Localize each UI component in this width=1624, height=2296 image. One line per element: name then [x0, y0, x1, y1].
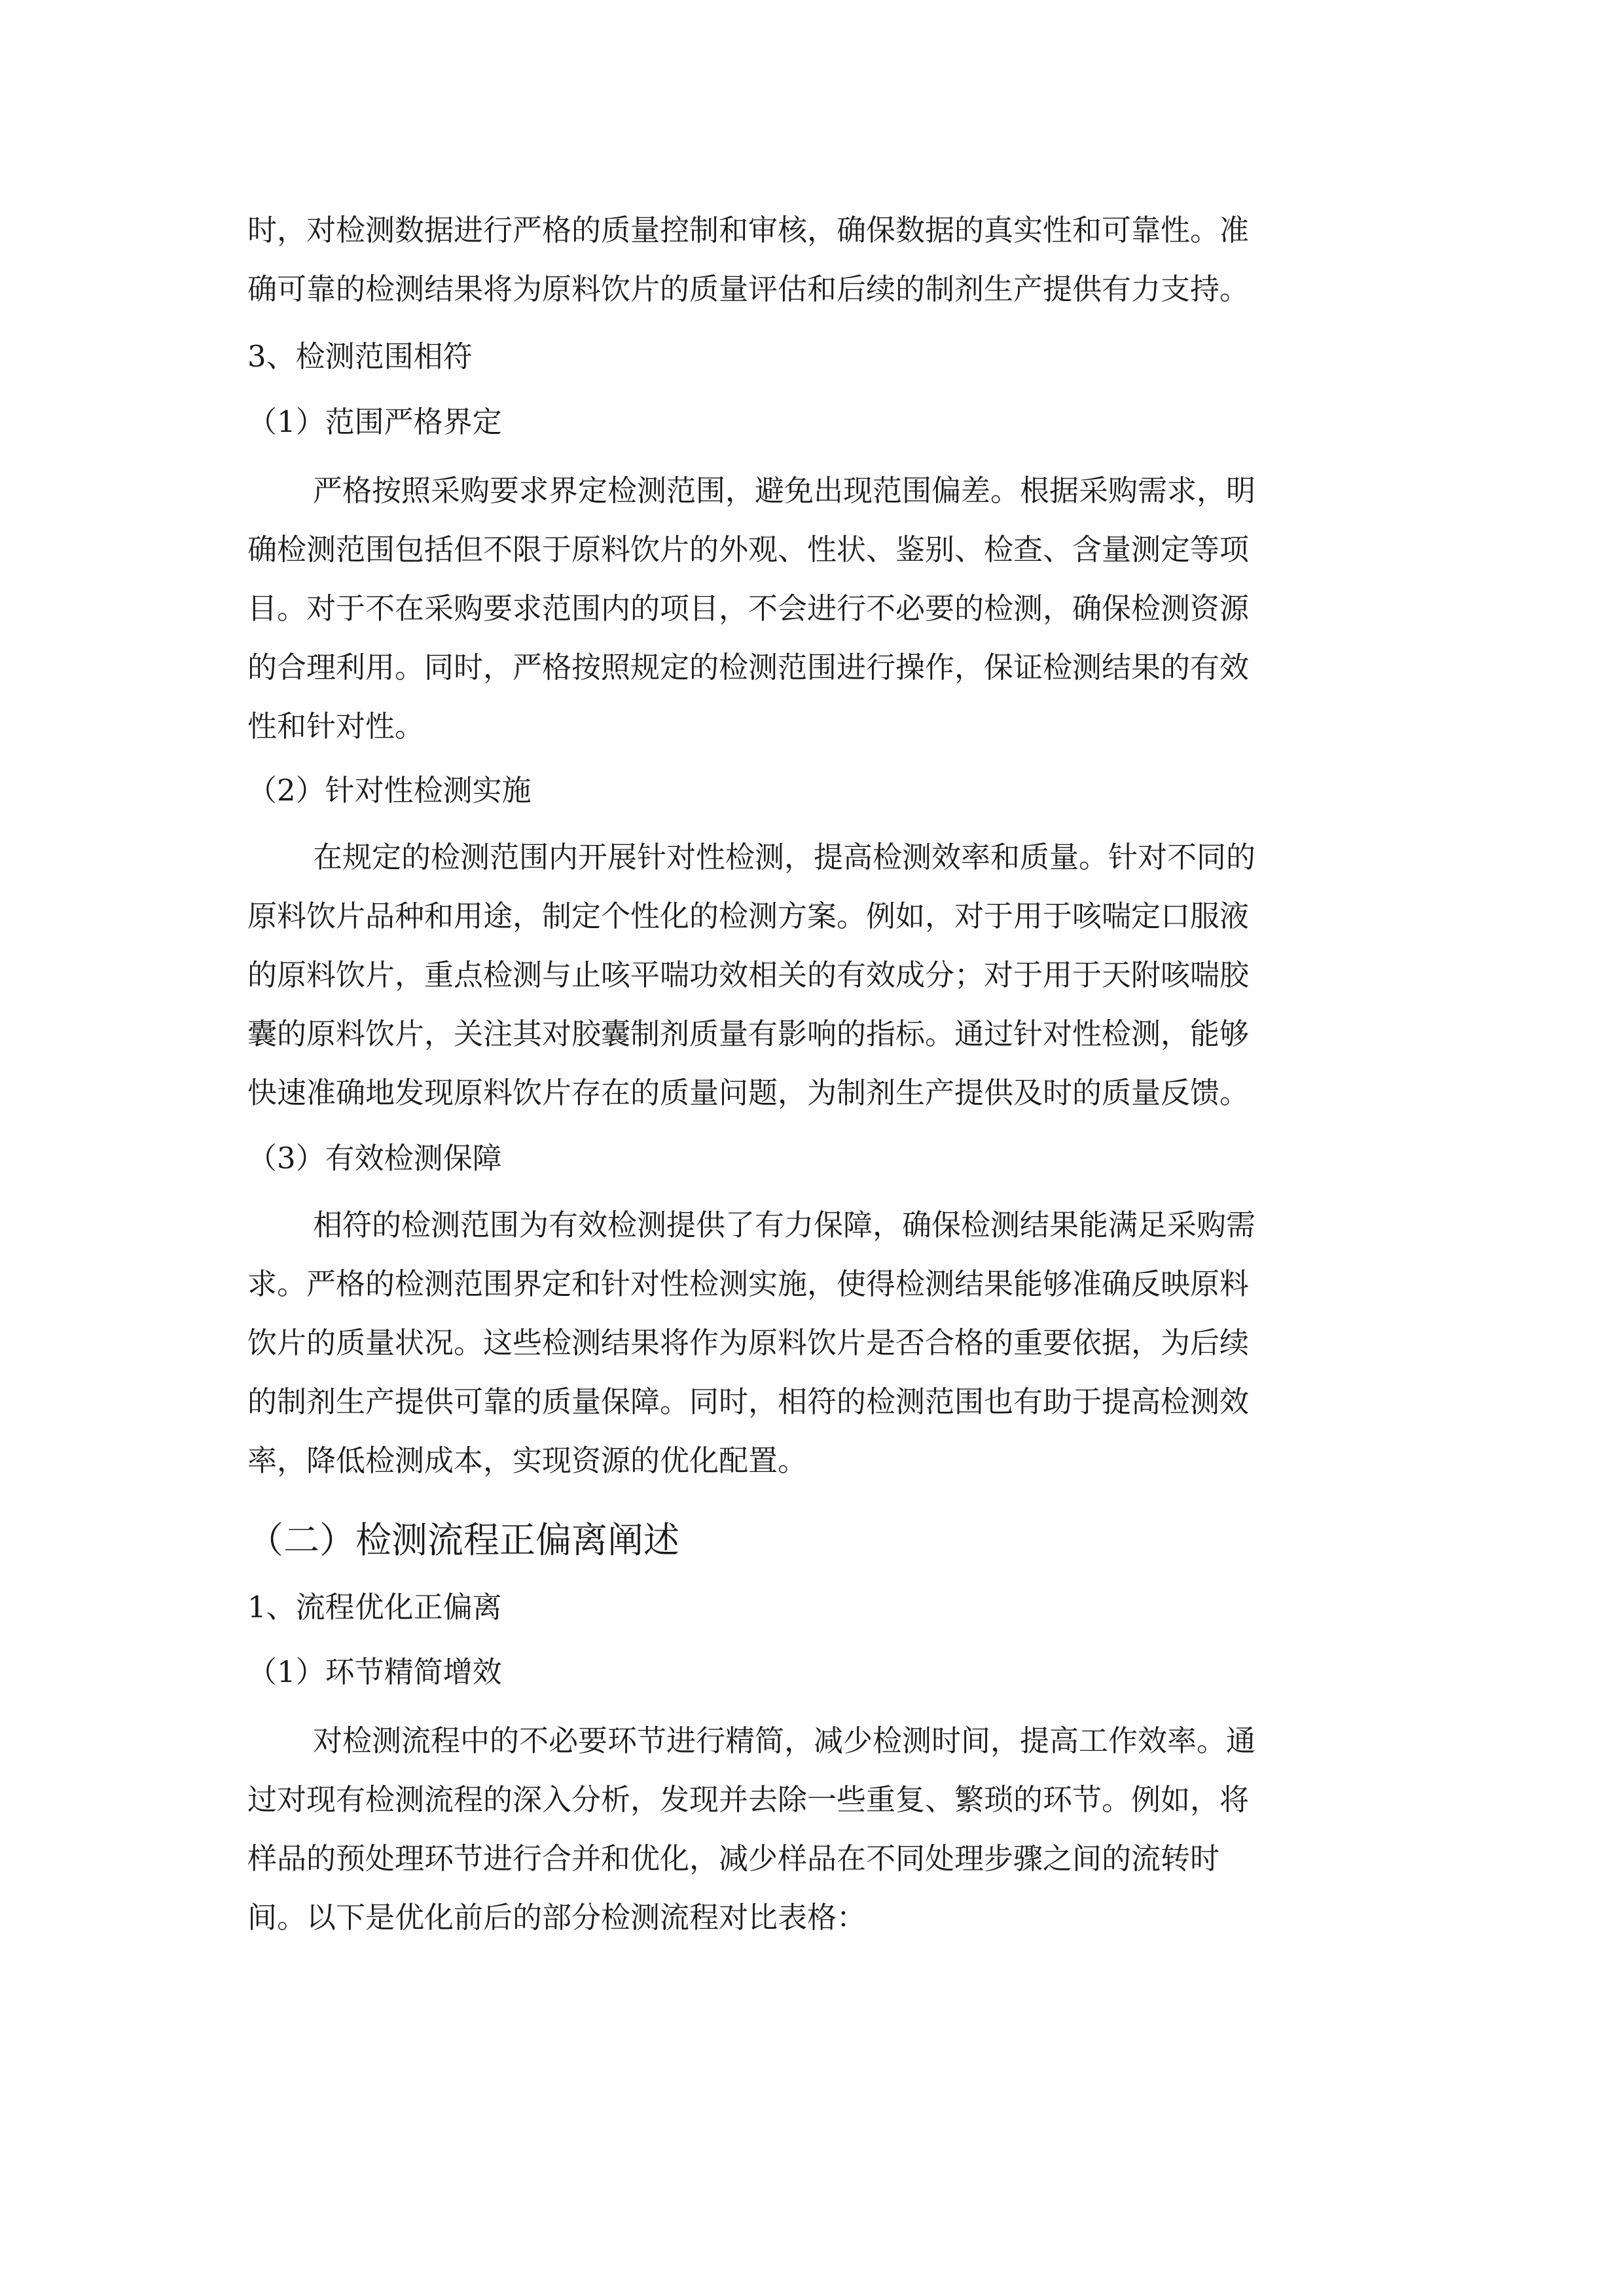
paragraph-line: 原料饮片品种和用途，制定个性化的检测方案。例如，对于用于咳喘定口服液 — [247, 899, 1250, 933]
paragraph-line: 求。严格的检测范围界定和针对性检测实施，使得检测结果能够准确反映原料 — [247, 1266, 1250, 1301]
section-heading: 1、流程优化正偏离 — [247, 1590, 502, 1624]
paragraph-line: 快速准确地发现原料饮片存在的质量问题，为制剂生产提供及时的质量反馈。 — [247, 1075, 1250, 1110]
paragraph-line: 间。以下是优化前后的部分检测流程对比表格： — [247, 1900, 867, 1935]
paragraph-line: 性和针对性。 — [247, 709, 425, 744]
chapter-heading: （二）检测流程正偏离阐述 — [247, 1519, 680, 1561]
paragraph-line: 相符的检测范围为有效检测提供了有力保障，确保检测结果能满足采购需 — [313, 1208, 1256, 1242]
paragraph-line: 时，对检测数据进行严格的质量控制和审核，确保数据的真实性和可靠性。准 — [247, 213, 1250, 247]
subsection-heading: （3）有效检测保障 — [247, 1141, 502, 1175]
paragraph-line: 饮片的质量状况。这些检测结果将作为原料饮片是否合格的重要依据，为后续 — [247, 1325, 1250, 1360]
paragraph-line: 在规定的检测范围内开展针对性检测，提高检测效率和质量。针对不同的 — [313, 840, 1256, 874]
paragraph-line: 过对现有检测流程的深入分析，发现并去除一些重复、繁琐的环节。例如，将 — [247, 1782, 1250, 1817]
paragraph-line: 确可靠的检测结果将为原料饮片的质量评估和后续的制剂生产提供有力支持。 — [247, 272, 1250, 306]
subsection-heading: （1）范围严格界定 — [247, 404, 502, 439]
paragraph-line: 囊的原料饮片，关注其对胶囊制剂质量有影响的指标。通过针对性检测，能够 — [247, 1016, 1250, 1051]
subsection-heading: （2）针对性检测实施 — [247, 773, 532, 808]
paragraph-line: 样品的预处理环节进行合并和优化，减少样品在不同处理步骤之间的流转时 — [247, 1841, 1220, 1876]
paragraph-line: 的制剂生产提供可靠的质量保障。同时，相符的检测范围也有助于提高检测效 — [247, 1384, 1250, 1419]
section-heading: 3、检测范围相符 — [247, 339, 473, 374]
subsection-heading: （1）环节精简增效 — [247, 1655, 502, 1689]
paragraph-line: 确检测范围包括但不限于原料饮片的外观、性状、鉴别、检查、含量测定等项 — [247, 532, 1250, 567]
paragraph-line: 严格按照采购要求界定检测范围，避免出现范围偏差。根据采购需求，明 — [313, 473, 1256, 508]
paragraph-line: 的合理利用。同时，严格按照规定的检测范围进行操作，保证检测结果的有效 — [247, 650, 1250, 685]
paragraph-line: 对检测流程中的不必要环节进行精简，减少检测时间，提高工作效率。通 — [313, 1723, 1256, 1758]
paragraph-line: 的原料饮片，重点检测与止咳平喘功效相关的有效成分；对于用于天附咳喘胶 — [247, 958, 1250, 992]
paragraph-line: 率，降低检测成本，实现资源的优化配置。 — [247, 1443, 808, 1478]
paragraph-line: 目。对于不在采购要求范围内的项目，不会进行不必要的检测，确保检测资源 — [247, 591, 1250, 626]
